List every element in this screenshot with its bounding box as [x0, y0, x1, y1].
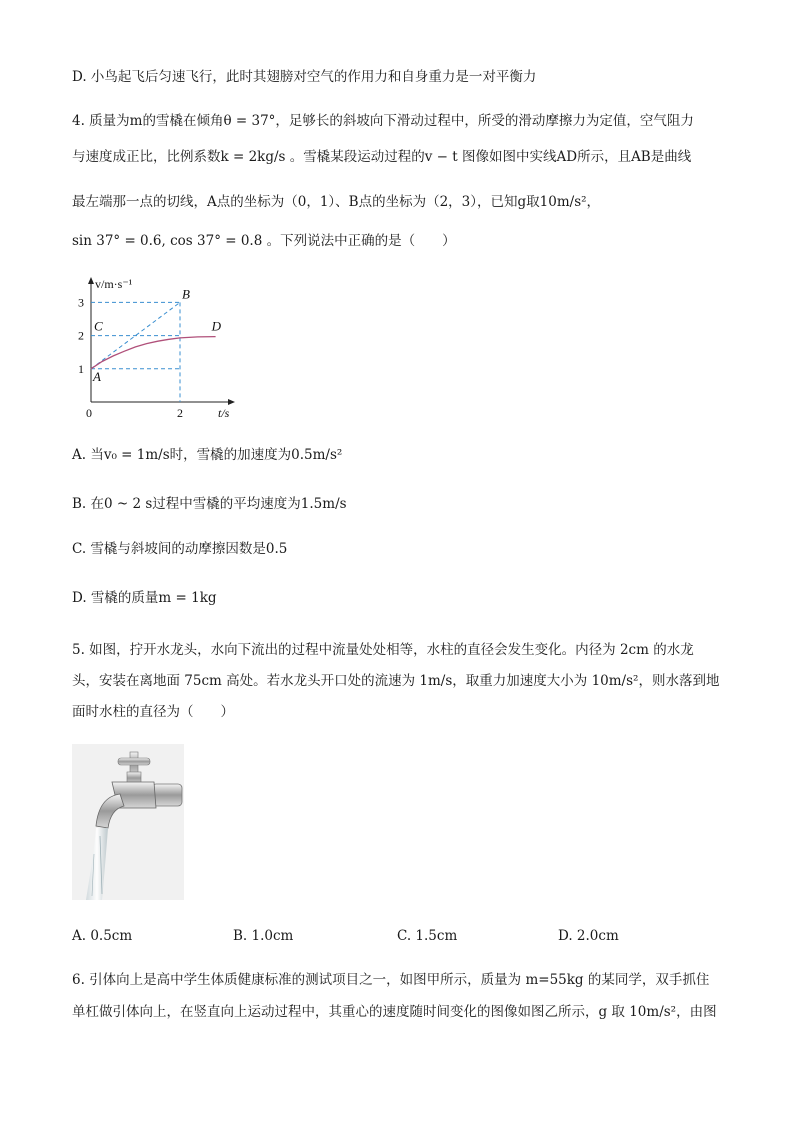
x-axis-label: t/s — [218, 406, 230, 420]
q5-stem-line2: 头，安装在离地面 75cm 高处。若水龙头开口处的流速为 1m/s，取重力加速度大小为 10m/s²，则水落到地 — [72, 673, 720, 689]
q4-option-a: A. 当v₀ = 1m/s时，雪橇的加速度为0.5m/s² — [72, 447, 343, 463]
q6-stem-line2: 单杠做引体向上，在竖直向上运动过程中，其重心的速度随时间变化的图像如图乙所示，g 取 10m/s²，由图 — [72, 1004, 717, 1020]
q5-option-b: B. 1.0cm — [233, 928, 294, 944]
q3-option-d: D. 小鸟起飞后匀速飞行，此时其翅膀对空气的作用力和自身重力是一对平衡力 — [72, 69, 537, 85]
q5-option-c: C. 1.5cm — [397, 928, 458, 944]
q5-stem-line3: 面时水柱的直径为（ ） — [72, 704, 234, 720]
point-label-a: A — [93, 368, 101, 384]
q4-stem-line4: sin 37° = 0.6, cos 37° = 0.8 。下列说法中正确的是（ ） — [72, 233, 456, 249]
x-axis-arrow — [228, 399, 235, 405]
y-tick-label: 1 — [78, 361, 84, 376]
q5-stem-line1: 5. 如图，拧开水龙头，水向下流出的过程中流量处处相等，水柱的直径会发生变化。内径为 2cm 的水龙 — [72, 642, 694, 658]
curve-ad — [91, 337, 216, 369]
x-tick-label: 2 — [177, 406, 183, 420]
y-tick-label: 2 — [78, 328, 84, 343]
x-tick-label: 0 — [86, 406, 92, 420]
vt-graph — [72, 272, 242, 422]
point-label-d: D — [211, 318, 221, 334]
q4-option-c: C. 雪橇与斜坡间的动摩擦因数是0.5 — [72, 541, 288, 557]
q4-option-b: B. 在0 ~ 2 s过程中雪橇的平均速度为1.5m/s — [72, 496, 347, 512]
q4-stem-line1: 4. 质量为m的雪橇在倾角θ = 37°，足够长的斜坡向下滑动过程中，所受的滑动摩擦力为定值，空气阻力 — [72, 113, 694, 129]
q4-stem-line3: 最左端那一点的切线，A点的坐标为（0，1）、B点的坐标为（2，3），已知g取10m/s²， — [72, 194, 601, 210]
y-tick-label: 3 — [78, 295, 84, 310]
q5-option-d: D. 2.0cm — [558, 928, 619, 944]
faucet-image — [72, 744, 184, 900]
point-label-c: C — [94, 318, 103, 334]
y-axis-arrow — [88, 277, 94, 284]
q4-option-d: D. 雪橇的质量m = 1kg — [72, 590, 217, 606]
q5-option-a: A. 0.5cm — [72, 928, 133, 944]
q4-stem-line2: 与速度成正比，比例系数k = 2kg/s 。雪橇某段运动过程的v − t 图像如图中实线AD所示，且AB是曲线 — [72, 149, 692, 165]
y-axis-label: v/m·s⁻¹ — [95, 277, 133, 291]
q6-stem-line1: 6. 引体向上是高中学生体质健康标准的测试项目之一，如图甲所示，质量为 m=55kg 的某同学，双手抓住 — [72, 972, 710, 988]
point-label-b: B — [182, 286, 190, 302]
